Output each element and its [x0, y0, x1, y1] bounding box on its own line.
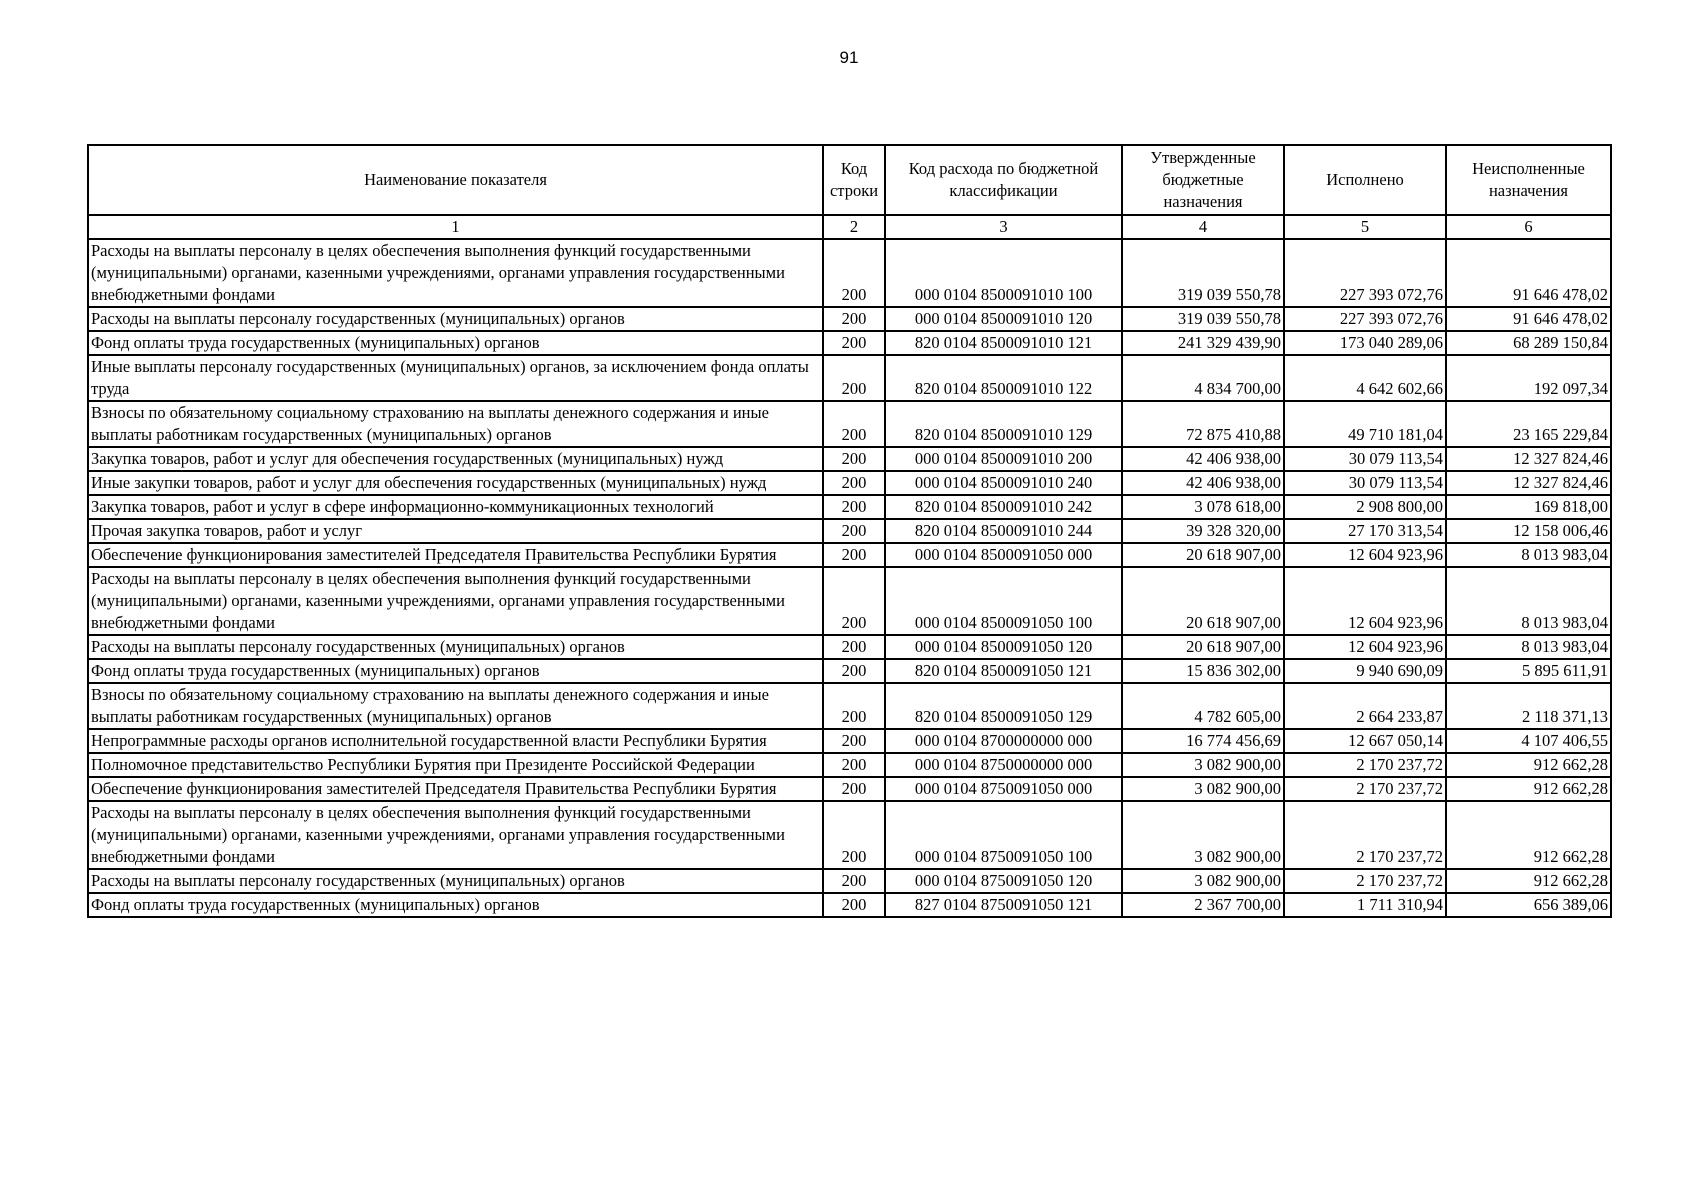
table-row [88, 401, 1611, 447]
table-row [88, 331, 1611, 355]
header-indicator-name: Наименование показателя [88, 145, 823, 215]
row-budget-classification: 820 0104 8500091010 122 [885, 355, 1122, 401]
row-executed-amount: 227 393 072,76 [1284, 307, 1446, 331]
row-unexecuted-amount: 91 646 478,02 [1446, 307, 1611, 331]
table-row [88, 635, 1611, 659]
table-row [88, 567, 1611, 635]
column-number: 3 [885, 215, 1122, 239]
row-approved-amount: 241 329 439,90 [1122, 331, 1284, 355]
row-budget-classification: 000 0104 8750000000 000 [885, 753, 1122, 777]
row-line-code: 200 [823, 869, 885, 893]
row-executed-amount: 2 908 800,00 [1284, 495, 1446, 519]
column-number: 1 [88, 215, 823, 239]
row-indicator-name: Фонд оплаты труда государственных (муниципальных) органов [88, 331, 823, 355]
row-unexecuted-amount: 912 662,28 [1446, 801, 1611, 869]
row-line-code: 200 [823, 635, 885, 659]
row-indicator-name: Обеспечение функционирования заместителей Председателя Правительства Республики Бурятия [88, 543, 823, 567]
row-indicator-name: Закупка товаров, работ и услуг для обеспечения государственных (муниципальных) нужд [88, 447, 823, 471]
row-executed-amount: 2 170 237,72 [1284, 777, 1446, 801]
row-budget-classification: 000 0104 8500091050 120 [885, 635, 1122, 659]
column-number-row [88, 215, 1611, 239]
row-executed-amount: 2 170 237,72 [1284, 869, 1446, 893]
row-executed-amount: 4 642 602,66 [1284, 355, 1446, 401]
row-unexecuted-amount: 8 013 983,04 [1446, 567, 1611, 635]
row-budget-classification: 000 0104 8500091050 100 [885, 567, 1122, 635]
row-line-code: 200 [823, 683, 885, 729]
row-budget-classification: 820 0104 8500091010 242 [885, 495, 1122, 519]
row-executed-amount: 12 604 923,96 [1284, 543, 1446, 567]
row-unexecuted-amount: 192 097,34 [1446, 355, 1611, 401]
row-indicator-name: Фонд оплаты труда государственных (муниципальных) органов [88, 659, 823, 683]
row-executed-amount: 1 711 310,94 [1284, 893, 1446, 917]
header-approved-appropriations: Утвержденные бюджетные назначения [1122, 145, 1284, 215]
row-indicator-name: Взносы по обязательному социальному страхованию на выплаты денежного содержания и иные выплаты работникам государственных (муниципальных) органов [88, 401, 823, 447]
header-line-code: Код строки [823, 145, 885, 215]
row-approved-amount: 15 836 302,00 [1122, 659, 1284, 683]
row-indicator-name: Взносы по обязательному социальному страхованию на выплаты денежного содержания и иные выплаты работникам государственных (муниципальных) органов [88, 683, 823, 729]
row-indicator-name: Расходы на выплаты персоналу в целях обеспечения выполнения функций государственными (муниципальными) органами, казенными учреждениями, органами управления государственными внебюджетными фондами [88, 801, 823, 869]
row-approved-amount: 2 367 700,00 [1122, 893, 1284, 917]
row-executed-amount: 12 604 923,96 [1284, 635, 1446, 659]
table-row [88, 239, 1611, 307]
row-executed-amount: 173 040 289,06 [1284, 331, 1446, 355]
row-line-code: 200 [823, 753, 885, 777]
row-unexecuted-amount: 23 165 229,84 [1446, 401, 1611, 447]
row-budget-classification: 827 0104 8750091050 121 [885, 893, 1122, 917]
row-approved-amount: 3 082 900,00 [1122, 777, 1284, 801]
table-row [88, 447, 1611, 471]
row-unexecuted-amount: 169 818,00 [1446, 495, 1611, 519]
row-approved-amount: 20 618 907,00 [1122, 635, 1284, 659]
row-approved-amount: 4 834 700,00 [1122, 355, 1284, 401]
row-budget-classification: 000 0104 8750091050 000 [885, 777, 1122, 801]
row-approved-amount: 72 875 410,88 [1122, 401, 1284, 447]
row-indicator-name: Иные закупки товаров, работ и услуг для обеспечения государственных (муниципальных) нужд [88, 471, 823, 495]
budget-report-table [87, 144, 1612, 918]
table-row [88, 471, 1611, 495]
row-approved-amount: 39 328 320,00 [1122, 519, 1284, 543]
row-budget-classification: 000 0104 8500091050 000 [885, 543, 1122, 567]
row-line-code: 200 [823, 495, 885, 519]
row-line-code: 200 [823, 567, 885, 635]
row-executed-amount: 30 079 113,54 [1284, 471, 1446, 495]
row-line-code: 200 [823, 777, 885, 801]
row-indicator-name: Фонд оплаты труда государственных (муниципальных) органов [88, 893, 823, 917]
row-budget-classification: 820 0104 8500091010 244 [885, 519, 1122, 543]
row-budget-classification: 000 0104 8750091050 120 [885, 869, 1122, 893]
row-executed-amount: 12 667 050,14 [1284, 729, 1446, 753]
row-executed-amount: 27 170 313,54 [1284, 519, 1446, 543]
row-line-code: 200 [823, 331, 885, 355]
row-line-code: 200 [823, 893, 885, 917]
row-executed-amount: 2 170 237,72 [1284, 801, 1446, 869]
row-indicator-name: Расходы на выплаты персоналу в целях обеспечения выполнения функций государственными (муниципальными) органами, казенными учреждениями, органами управления государственными внебюджетными фондами [88, 239, 823, 307]
row-unexecuted-amount: 912 662,28 [1446, 753, 1611, 777]
row-line-code: 200 [823, 801, 885, 869]
row-budget-classification: 820 0104 8500091010 129 [885, 401, 1122, 447]
row-approved-amount: 3 082 900,00 [1122, 753, 1284, 777]
table-row [88, 801, 1611, 869]
row-line-code: 200 [823, 447, 885, 471]
row-line-code: 200 [823, 239, 885, 307]
row-unexecuted-amount: 8 013 983,04 [1446, 543, 1611, 567]
row-indicator-name: Прочая закупка товаров, работ и услуг [88, 519, 823, 543]
row-unexecuted-amount: 2 118 371,13 [1446, 683, 1611, 729]
table-row [88, 355, 1611, 401]
row-budget-classification: 000 0104 8500091010 240 [885, 471, 1122, 495]
row-unexecuted-amount: 4 107 406,55 [1446, 729, 1611, 753]
table-row [88, 495, 1611, 519]
header-executed: Исполнено [1284, 145, 1446, 215]
table-row [88, 869, 1611, 893]
row-indicator-name: Расходы на выплаты персоналу в целях обеспечения выполнения функций государственными (муниципальными) органами, казенными учреждениями, органами управления государственными внебюджетными фондами [88, 567, 823, 635]
page-number: 91 [839, 48, 859, 67]
row-indicator-name: Обеспечение функционирования заместителей Председателя Правительства Республики Бурятия [88, 777, 823, 801]
row-executed-amount: 9 940 690,09 [1284, 659, 1446, 683]
row-budget-classification: 820 0104 8500091010 121 [885, 331, 1122, 355]
row-approved-amount: 20 618 907,00 [1122, 543, 1284, 567]
row-indicator-name: Расходы на выплаты персоналу государственных (муниципальных) органов [88, 869, 823, 893]
row-unexecuted-amount: 5 895 611,91 [1446, 659, 1611, 683]
row-line-code: 200 [823, 519, 885, 543]
row-indicator-name: Закупка товаров, работ и услуг в сфере информационно-коммуникационных технологий [88, 495, 823, 519]
row-approved-amount: 3 082 900,00 [1122, 801, 1284, 869]
row-indicator-name: Иные выплаты персоналу государственных (муниципальных) органов, за исключением фонда оплаты труда [88, 355, 823, 401]
table-row [88, 543, 1611, 567]
row-unexecuted-amount: 912 662,28 [1446, 777, 1611, 801]
row-approved-amount: 3 082 900,00 [1122, 869, 1284, 893]
row-approved-amount: 4 782 605,00 [1122, 683, 1284, 729]
row-unexecuted-amount: 8 013 983,04 [1446, 635, 1611, 659]
row-budget-classification: 820 0104 8500091050 121 [885, 659, 1122, 683]
row-unexecuted-amount: 12 327 824,46 [1446, 471, 1611, 495]
row-line-code: 200 [823, 355, 885, 401]
row-indicator-name: Расходы на выплаты персоналу государственных (муниципальных) органов [88, 307, 823, 331]
row-unexecuted-amount: 912 662,28 [1446, 869, 1611, 893]
row-executed-amount: 2 170 237,72 [1284, 753, 1446, 777]
column-number: 2 [823, 215, 885, 239]
column-number: 4 [1122, 215, 1284, 239]
row-line-code: 200 [823, 729, 885, 753]
row-budget-classification: 000 0104 8500091010 100 [885, 239, 1122, 307]
row-executed-amount: 227 393 072,76 [1284, 239, 1446, 307]
row-unexecuted-amount: 12 327 824,46 [1446, 447, 1611, 471]
header-unexecuted-appropriations: Неисполненные назначения [1446, 145, 1611, 215]
row-line-code: 200 [823, 471, 885, 495]
row-unexecuted-amount: 68 289 150,84 [1446, 331, 1611, 355]
table-body [88, 239, 1611, 917]
row-executed-amount: 30 079 113,54 [1284, 447, 1446, 471]
row-indicator-name: Непрограммные расходы органов исполнительной государственной власти Республики Бурятия [88, 729, 823, 753]
row-line-code: 200 [823, 543, 885, 567]
row-budget-classification: 000 0104 8750091050 100 [885, 801, 1122, 869]
column-number: 6 [1446, 215, 1611, 239]
row-line-code: 200 [823, 307, 885, 331]
table-row [88, 753, 1611, 777]
header-budget-classification: Код расхода по бюджетной классификации [885, 145, 1122, 215]
row-executed-amount: 12 604 923,96 [1284, 567, 1446, 635]
row-line-code: 200 [823, 401, 885, 447]
row-budget-classification: 000 0104 8700000000 000 [885, 729, 1122, 753]
row-unexecuted-amount: 91 646 478,02 [1446, 239, 1611, 307]
table-row [88, 893, 1611, 917]
row-executed-amount: 2 664 233,87 [1284, 683, 1446, 729]
column-number: 5 [1284, 215, 1446, 239]
row-budget-classification: 000 0104 8500091010 200 [885, 447, 1122, 471]
row-unexecuted-amount: 12 158 006,46 [1446, 519, 1611, 543]
table-row [88, 683, 1611, 729]
row-unexecuted-amount: 656 389,06 [1446, 893, 1611, 917]
row-approved-amount: 42 406 938,00 [1122, 471, 1284, 495]
table-row [88, 519, 1611, 543]
table-header-row [88, 145, 1611, 215]
row-approved-amount: 319 039 550,78 [1122, 239, 1284, 307]
row-approved-amount: 3 078 618,00 [1122, 495, 1284, 519]
table-row [88, 729, 1611, 753]
table-row [88, 777, 1611, 801]
row-approved-amount: 42 406 938,00 [1122, 447, 1284, 471]
row-budget-classification: 000 0104 8500091010 120 [885, 307, 1122, 331]
table-row [88, 307, 1611, 331]
row-executed-amount: 49 710 181,04 [1284, 401, 1446, 447]
row-approved-amount: 319 039 550,78 [1122, 307, 1284, 331]
table-row [88, 659, 1611, 683]
row-line-code: 200 [823, 659, 885, 683]
row-approved-amount: 20 618 907,00 [1122, 567, 1284, 635]
row-approved-amount: 16 774 456,69 [1122, 729, 1284, 753]
row-indicator-name: Расходы на выплаты персоналу государственных (муниципальных) органов [88, 635, 823, 659]
row-budget-classification: 820 0104 8500091050 129 [885, 683, 1122, 729]
row-indicator-name: Полномочное представительство Республики Бурятия при Президенте Российской Федерации [88, 753, 823, 777]
